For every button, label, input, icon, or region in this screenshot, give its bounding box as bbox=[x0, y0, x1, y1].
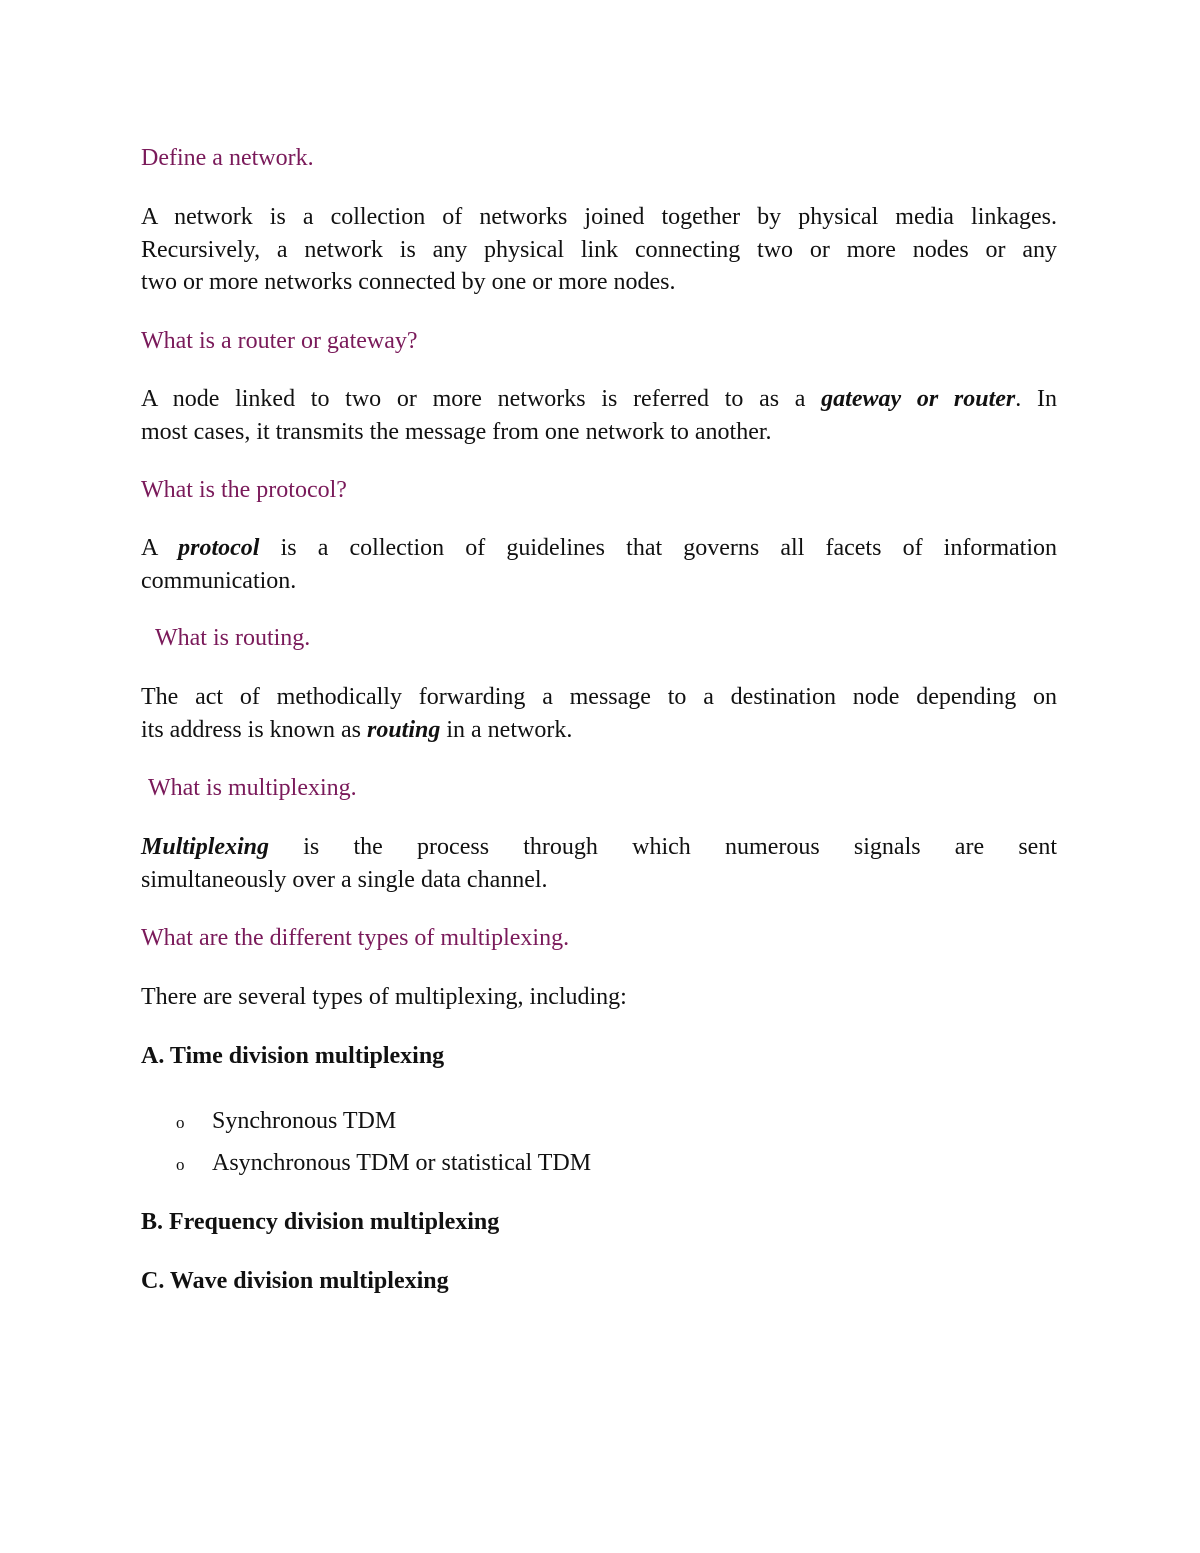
answer-text: is the process through which numerous signals are sent bbox=[303, 834, 1057, 860]
answer-line: Recursively, a network is any physical link connecting two or more nodes or any bbox=[141, 236, 1057, 263]
answer-line: simultaneously over a single data channel. bbox=[141, 866, 548, 893]
bullet-marker: o bbox=[176, 1113, 185, 1132]
answer-line: The act of methodically forwarding a message to a destination node depending on bbox=[141, 684, 1057, 710]
answer-text: in a network. bbox=[446, 716, 573, 743]
answer-text: A bbox=[141, 535, 158, 561]
term-routing: routing bbox=[366, 716, 441, 743]
term-protocol: protocol bbox=[178, 535, 260, 561]
answer-line: A network is a collection of networks joined together by physical media linkages. bbox=[141, 204, 1057, 230]
question-types-multiplexing: What are the different types of multiplexing. bbox=[141, 925, 570, 951]
answer-line bbox=[141, 383, 1057, 416]
term-gateway-router: gateway or router bbox=[821, 386, 1016, 412]
type-b-heading: B. Frequency division multiplexing bbox=[141, 1209, 500, 1235]
answer-line: communication. bbox=[141, 567, 297, 594]
list-item-label: Synchronous TDM bbox=[212, 1108, 397, 1134]
question-define-network: Define a network. bbox=[141, 145, 314, 171]
type-c-heading: C. Wave division multiplexing bbox=[141, 1268, 449, 1294]
answer-multiplexing bbox=[141, 831, 1057, 896]
answer-protocol bbox=[141, 532, 1057, 597]
list-item-label: Asynchronous TDM or statistical TDM bbox=[212, 1150, 592, 1176]
answer-line bbox=[141, 714, 1057, 747]
list-item bbox=[176, 1147, 591, 1181]
answer-router-gateway bbox=[141, 383, 1057, 448]
question-multiplexing: What is multiplexing. bbox=[148, 775, 357, 801]
type-a-heading: A. Time division multiplexing bbox=[141, 1043, 445, 1069]
answer-types-intro: There are several types of multiplexing, including: bbox=[141, 984, 627, 1010]
answer-text: its address is known as bbox=[141, 716, 361, 743]
answer-routing bbox=[141, 681, 1057, 746]
list-item bbox=[176, 1105, 396, 1139]
answer-line bbox=[141, 831, 1057, 864]
answer-text: . In bbox=[1015, 386, 1057, 412]
question-routing: What is routing. bbox=[155, 625, 311, 651]
question-protocol: What is the protocol? bbox=[141, 477, 347, 503]
question-router-gateway: What is a router or gateway? bbox=[141, 328, 418, 354]
answer-define-network bbox=[141, 201, 1057, 299]
answer-text: is a collection of guidelines that governs all facets of information bbox=[280, 535, 1057, 561]
bullet-marker: o bbox=[176, 1155, 185, 1174]
answer-line bbox=[141, 532, 1057, 565]
answer-line: two or more networks connected by one or more nodes. bbox=[141, 269, 676, 295]
answer-line: most cases, it transmits the message from one network to another. bbox=[141, 418, 772, 445]
term-multiplexing: Multiplexing bbox=[141, 834, 270, 860]
answer-text: A node linked to two or more networks is referred to as a bbox=[141, 386, 806, 412]
